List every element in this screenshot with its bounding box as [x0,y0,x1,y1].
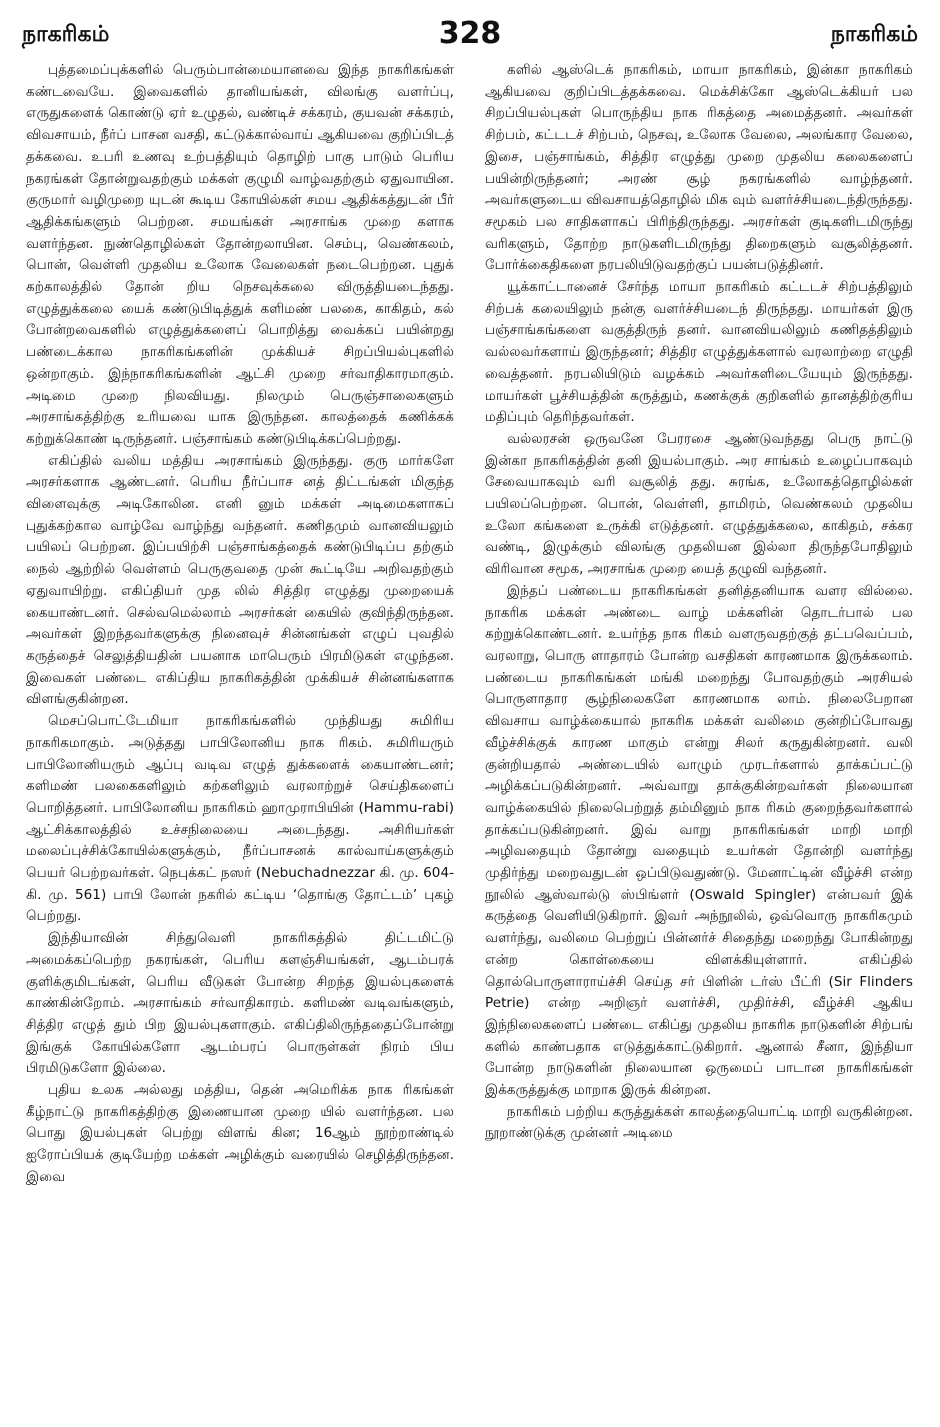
running-header-right: நாகரிகம் [830,22,918,47]
paragraph: மெசப்பொட்டேமியா நாகரிகங்களில் முந்தியது சுமிரிய நாகரிகமாகும். அடுத்தது பாபிலோனிய நாக ரிகம். சுமிரியரும் பாபிலோனியரும் ஆப்பு வடிவ எழுத் துக்களைக் கையாண்டனர்; களிமண் பலகைகளிலும் கற்களிலும் வரலாற்றுச் செய்திகளைப் பொறித்தனர். பாபிலோனிய நாகரிகம் ஹாமுராபியின் (Hammu-rabi) ஆட்சிக்காலத்தில் உச்சநிலையை அடைந்தது. அசிரியர்கள் மலைப்புச்சிக்கோயில்களுக்கும், நீர்ப்பாசனக் கால்வாய்களுக்கும் பெயர் பெற்றவர்கள். நெபுக்கட் நஸர் (Nebuchadnezzar கி. மு. 604-கி. மு. 561) பாபி லோன் நகரில் கட்டிய ‘தொங்கு தோட்டம்’ புகழ் பெற்றது. [26,713,454,925]
paragraph: இந்தப் பண்டைய நாகரிகங்கள் தனித்தனியாக வளர வில்லை. நாகரிக மக்கள் அண்டை வாழ் மக்களின் தொடர்பால் பல கற்றுக்கொண்டனர். உயர்ந்த நாக ரிகம் வளருவதற்குத் தட்பவெப்பம், வரலாறு, பொரு ளாதாரம் போன்ற வசதிகள் காரணமாக இருக்கலாம். பண்டைய நாகரிகங்கள் மங்கி மறைந்து போவதற்கும் அரசியல் பொருளாதார சூழ்நிலைகளே காரணமாக லாம். நிலைபேறான விவசாய வாழ்க்கையால் நாகரிக மக்கள் வலிமை குன்றிப்போவது வீழ்ச்சிக்குக் காரண மாகும் என்று சிலர் கருதுகின்றனர். வலி குன்றியதால் அண்டையில் வாழும் முரடர்களால் தாக்கப்பட்டு அழிக்கப்படுகின்றனர். அவ்வாறு தாக்குகின்றவர்கள் நிலையான வாழ்க்கையில் நிலைபெற்றுத் தம்மினும் நாக ரிகம் குறைந்தவர்களால் தாக்கப்படுகின்றனர். இவ் வாறு நாகரிகங்கள் மாறி மாறி அழிவதையும் தோன்று வதையும் உயர்கள் தோன்றி வளர்ந்து முதிர்ந்து மறைவதுடன் ஒப்பிடுவதுண்டு. மேனாட்டின் வீழ்ச்சி என்ற நூலில் ஆஸ்வால்டு ஸ்பிங்ளர் (Oswald Spingler) என்பவர் இக் கருத்தை வெளியிடுகிறார். இவர் அந்நூலில், ஒவ்வொரு நாகரிகமும் வளர்ந்து, வலிமை பெற்றுப் பின்னர்ச் சிதைந்து மறைந்து போகின்றது என்ற கொள்கையை விளக்கியுள்ளார். எகிப்தில் தொல்பொருளாராய்ச்சி செய்த சர் பிளின் டர்ஸ் பீட்ரி (Sir Flinders Petrie) என்ற அறிஞர் வளர்ச்சி, முதிர்ச்சி, வீழ்ச்சி ஆகிய இந்நிலைகளைப் பண்டை எகிப்து முதலிய நாகரிக நாடுகளின் சிற்பங் களில் காண்பதாக எடுத்துக்காட்டுகிறார். ஆனால் சீனா, இந்தியா போன்ற நாடுகளின் நிலையான ஒருமைப் பாடான நாகரிகங்கள் இக்கருத்துக்கு மாறாக இருக் கின்றன. [485,582,913,1099]
right-text-column [485,60,913,1420]
running-header-left: நாகரிகம் [22,22,110,47]
paragraph: களில் ஆஸ்டெக் நாகரிகம், மாயா நாகரிகம், இன்கா நாகரிகம் ஆகியவை குறிப்பிடத்தக்கவை. மெக்சிக்கோ ஆஸ்டெக்கியர் பல சிறப்பியல்புகள் பொருந்திய நாக ரிகத்தை அமைத்தனர். அவர்கள் சிற்பம், கட்டடச் சிற்பம், நெசவு, உலோக வேலை, அலங்கார வேலை, இசை, பஞ்சாங்கம், சித்திர எழுத்து முறை முதலிய கலைகளைப் பயின்றிருந்தனர்; அரண் சூழ் நகரங்களில் வாழ்ந்தனர். அவர்களுடைய விவசாயத்தொழில் மிக வும் வளர்ச்சியடைந்திருந்தது. சமூகம் பல சாதிகளாகப் பிரிந்திருந்தது. அரசர்கள் குடிகளிடமிருந்து வரிகளும், தோற்ற நாடுகளிடமிருந்து திறைகளும் வசூலித்தனர். போர்க்கைதிகளை நரபலியிடுவதற்குப் பயன்படுத்தினர். [485,62,913,274]
paragraph: யூக்காட்டானைச் சேர்ந்த மாயா நாகரிகம் கட்டடச் சிற்பத்திலும் சிற்பக் கலையிலும் நன்கு வளர்ச்சியடைந் திருந்தது. மாயர்கள் இரு பஞ்சாங்கங்களை வகுத்திருந் தனர். வானவியலிலும் கணிதத்திலும் வல்லவர்களாய் இருந்தனர்; சித்திர எழுத்துக்களால் வரலாற்றை எழுதி வைத்தனர். நரபலியிடும் வழக்கம் அவர்களிடையேயும் இருந்தது. மாயர்கள் பூச்சியத்தின் கருத்தும், கணக்குக் குறிகளில் தானத்திற்குரிய மதிப்பும் தெரிந்தவர்கள். [485,279,913,426]
page-number: 328 [438,16,502,51]
paragraph: எகிப்தில் வலிய மத்திய அரசாங்கம் இருந்தது. குரு மார்களே அரசர்களாக ஆண்டனர். பெரிய நீர்ப்பாச னத் திட்டங்கள் மிகுந்த விளைவுக்கு அடிகோலின. எனி னும் மக்கள் அடிமைகளாகப் புதுக்கற்கால வாழ்வே வாழ்ந்து வந்தனர். கணிதமும் வானவியலும் பயிலப் பெற்றன. இப்பயிற்சி பஞ்சாங்கத்தைக் கண்டுபிடிப்ப தற்கும் நைல் ஆற்றில் வெள்ளம் பெருகுவதை முன் கூட்டியே அறிவதற்கும் ஏதுவாயிற்று. எகிப்தியர் முத லில் சித்திர எழுத்து முறையைக் கையாண்டனர். செல்வமெல்லாம் அரசர்கள் கையில் குவிந்திருந்தன. அவர்கள் இறந்தவர்களுக்கு நினைவுச் சின்னங்கள் எழுப் புவதில் கருத்தைச் செலுத்தியதின் பயனாக மாபெரும் பிரமிடுகள் எழுந்தன. இவைகள் பண்டை எகிப்திய நாகரிகத்தின் முக்கியச் சின்னங்களாக விளங்குகின்றன. [26,452,454,708]
left-text-column [26,60,454,1420]
paragraph: நாகரிகம் பற்றிய கருத்துக்கள் காலத்தையொட்டி மாறி வருகின்றன. நூறாண்டுக்கு முன்னர் அடிமை [485,1103,913,1142]
paragraph: வல்லரசன் ஒருவனே பேரரசை ஆண்டுவந்தது பெரு நாட்டு இன்கா நாகரிகத்தின் தனி இயல்பாகும். அர சாங்கம் உழைப்பாகவும் சேவையாகவும் வரி வசூலித் தது. சுரங்க, உலோகத்தொழில்கள் பயிலப்பெற்றன. பொன், வெள்ளி, தாமிரம், வெண்கலம் முதலிய உலோ கங்களை உருக்கி எடுத்தனர். எழுத்துக்கலை, காகிதம், சக்கர வண்டி, இழுக்கும் விலங்கு முதலியன இல்லா திருந்தபோதிலும் விரிவான சமூக, அரசாங்க முறை யைத் தழுவி வந்தனர். [485,430,913,578]
paragraph: இந்தியாவின் சிந்துவெளி நாகரிகத்தில் திட்டமிட்டு அமைக்கப்பெற்ற நகரங்கள், பெரிய களஞ்சியங்கள், ஆடம்பரக் குளிக்குமிடங்கள், பெரிய வீடுகள் போன்ற சிறந்த இயல்புகளைக் காண்கின்றோம். அரசாங்கம் சர்வாதிகாரம். களிமண் வடிவங்களும், சித்திர எழுத் தும் பிற இயல்புகளாகும். எகிப்திலிருந்ததைப்போன்று இங்குக் கோயில்களோ ஆடம்பரப் பொருள்கள் நிரம் பிய பிரமிடுகளோ இல்லை. [26,930,454,1077]
paragraph: புத்தமைப்புக்களில் பெரும்பான்மையானவை இந்த நாகரிகங்கள் கண்டவையே. இவைகளில் தானியங்கள், விலங்கு வளர்ப்பு, எருதுகளைக் கொண்டு ஏர் உழுதல், வண்டிச் சக்கரம், குயவன் சக்கரம், விவசாயம், நீர்ப் பாசன வசதி, கட்டுக்கால்வாய் ஆகியவை குறிப்பிடத் தக்கவை. உபரி உணவு உற்பத்தியும் தொழிற் பாகு பாடும் பெரிய நகரங்கள் தோன்றுவதற்கும் மக்கள் குழுமி வாழ்வதற்கும் ஏதுவாயின. குருமார் வழிமுறை யுடன் கூடிய கோயில்கள் சமய ஆதிக்கத்துடன் பீர் ஆதிக்கங்களும் பெற்றன. சமயங்கள் அரசாங்க முறை களாக வளர்ந்தன. நுண்தொழில்கள் தோன்றலாயின. செம்பு, வெண்கலம், பொன், வெள்ளி முதலிய உலோக வேலைகள் நடைபெற்றன. புதுக் கற்காலத்தில் தோன் றிய நெசவுக்கலை விருத்தியடைந்தது. எழுத்துக்கலை யைக் கண்டுபிடித்துக் களிமண் பலகை, காகிதம், கல் போன்றவைகளில் எழுத்துக்களைப் பொறித்து வைக்கப் பயின்றது பண்டைக்கால நாகரிகங்களின் முக்கியச் சிறப்பியல்புகளில் ஒன்றாகும். இந்நாகரிகங்களின் ஆட்சி முறை சர்வாதிகாரமாகும். அடிமை முறை நிலவியது. நிலமும் பெருஞ்சாலைகளும் அரசாங்கத்திற்கு உரியவை யாக இருந்தன. காலத்தைக் கணிக்கக் கற்றுக்கொண் டிருந்தனர். பஞ்சாங்கம் கண்டுபிடிக்கப்பெற்றது. [26,62,454,447]
paragraph: புதிய உலக அல்லது மத்திய, தென் அமெரிக்க நாக ரிகங்கள் கீழ்நாட்டு நாகரிகத்திற்கு இணையான முறை யில் வளர்ந்தன. பல பொது இயல்புகள் பெற்று விளங் கின; 16ஆம் நூற்றாண்டில் ஐரோப்பியக் குடியேற்ற மக்கள் அழிக்கும் வரையில் செழித்திருந்தன. இவை [26,1082,454,1185]
